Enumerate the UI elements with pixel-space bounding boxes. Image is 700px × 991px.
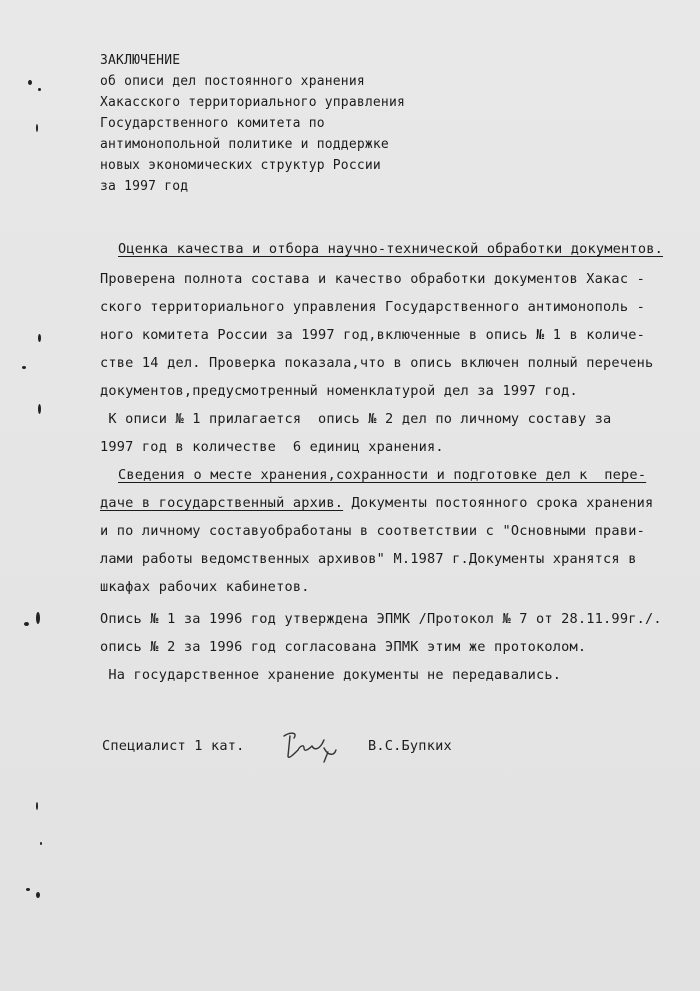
punch-mark (38, 334, 41, 342)
header-line: об описи дел постоянного хранения (100, 74, 365, 89)
paragraph-line: 1997 год в количестве 6 единиц хранения. (100, 439, 444, 455)
section-title-continuation: даче в государственный архив. (100, 495, 344, 511)
punch-mark (36, 892, 40, 898)
punch-mark (38, 404, 41, 414)
header-line: за 1997 год (100, 179, 189, 194)
signer-name: В.С.Бупких (368, 738, 452, 754)
paragraph-line: ного комитета России за 1997 год,включенные в опись № 1 в количе- (100, 327, 645, 343)
header-line: новых экономических структур России (100, 158, 381, 173)
punch-mark (22, 366, 26, 369)
header-line: антимонопольной политике и поддержке (100, 137, 389, 152)
punch-mark (36, 802, 38, 810)
paragraph-line (100, 494, 653, 512)
punch-mark (40, 842, 42, 845)
header-line: Государственного комитета по (100, 116, 325, 131)
paragraph-line: шкафах рабочих кабинетов. (100, 579, 310, 595)
section-title: Оценка качества и отбора научно-технической обработки документов. (118, 241, 663, 257)
header-line: Хакасского территориального управления (100, 95, 406, 110)
punch-mark (36, 124, 38, 132)
handwritten-signature (278, 726, 342, 766)
paragraph-line: Проверена полнота состава и качество обработки документов Хакас - (100, 271, 645, 287)
paragraph-line: К описи № 1 прилагается опись № 2 дел по личному составу за (100, 411, 612, 427)
paragraph-line: лами работы ведомственных архивов" М.1987 г.Документы хранятся в (100, 551, 637, 567)
paragraph-line: документов,предусмотренный номенклатурой дел за 1997 год. (100, 383, 578, 399)
paragraph-line: Опись № 1 за 1996 год утверждена ЭПМК /Протокол № 7 от 28.11.99г./. (100, 611, 662, 627)
paragraph-line: На государственное хранение документы не передавались. (100, 667, 562, 683)
punch-mark (38, 88, 41, 91)
paragraph-line: опись № 2 за 1996 год согласована ЭПМК этим же протоколом. (100, 639, 587, 655)
section-title: Сведения о месте хранения,сохранности и подготовке дел к пере- (118, 467, 647, 483)
punch-mark (28, 80, 32, 85)
punch-mark (26, 888, 30, 891)
signer-position: Специалист 1 кат. (102, 738, 245, 754)
paragraph-line: и по личному составуобработаны в соответствии с "Основными прави- (100, 523, 645, 539)
paragraph-text: Документы постоянного срока хранения (343, 495, 654, 511)
paragraph-line: ского территориального управления Государственного антимонополь - (100, 299, 645, 315)
punch-mark (24, 622, 29, 626)
paragraph-line: стве 14 дел. Проверка показала,что в опись включен полный перечень (100, 355, 654, 371)
punch-mark (36, 612, 40, 624)
document-title: ЗАКЛЮЧЕНИЕ (100, 53, 181, 68)
